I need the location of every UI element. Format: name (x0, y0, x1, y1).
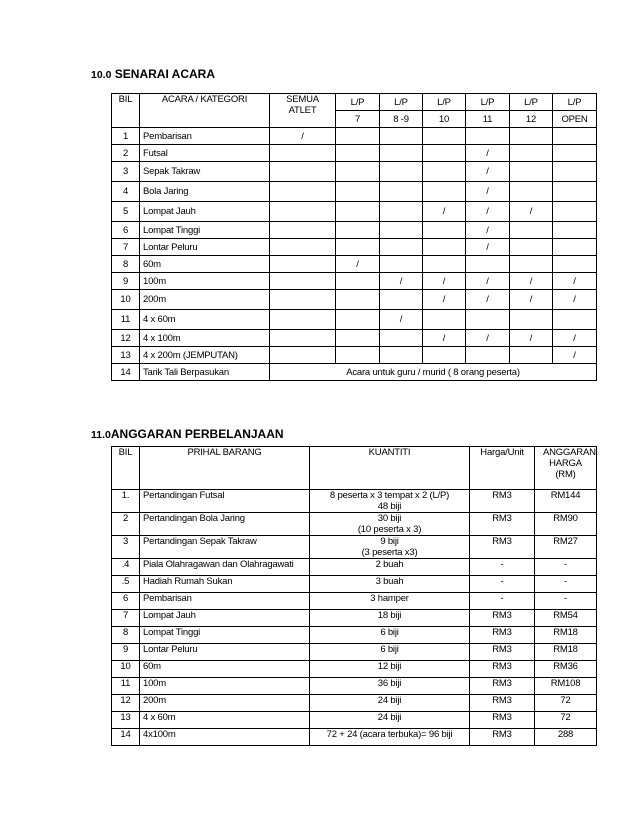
row-bil: 9 (112, 644, 140, 661)
table-row (112, 490, 597, 513)
row-bil: 9 (112, 273, 140, 290)
row-kuantiti (310, 513, 470, 536)
row-mark (270, 162, 336, 182)
section-10-number: 10.0 (91, 69, 112, 81)
header-bil: BIL (112, 447, 140, 490)
table-row (112, 576, 597, 593)
table-row (112, 610, 597, 627)
row-mark (380, 202, 423, 222)
row-mark: / (553, 273, 597, 290)
row-mark: / (423, 273, 466, 290)
row-kuantiti (310, 576, 470, 593)
row-mark (270, 182, 336, 202)
table-row (112, 162, 597, 182)
row-bil: 1 (112, 128, 140, 145)
table-row (112, 128, 597, 145)
row-mark (466, 128, 510, 145)
row-mark: / (466, 330, 510, 347)
header-kuantiti: KUANTITI (310, 447, 470, 490)
row-mark: / (510, 330, 553, 347)
row-mark (510, 145, 553, 162)
row-mark (423, 145, 466, 162)
row-mark (336, 290, 380, 310)
header-cat-bottom: 7 (336, 111, 380, 128)
row-harga: RM3 (470, 490, 535, 513)
row-mark (553, 145, 597, 162)
row-mark (553, 256, 597, 273)
row-bil: 2 (112, 145, 140, 162)
row-acara: 100m (140, 273, 270, 290)
header-cat-bottom: OPEN (553, 111, 597, 128)
header-harga: Harga/Unit (470, 447, 535, 490)
row-anggaran: RM90 (535, 513, 597, 536)
kuantiti-line: 6 biji (380, 627, 399, 638)
row-bil: 8 (112, 256, 140, 273)
row-prihal: Pertandingan Bola Jaring (140, 513, 310, 536)
row-mark (380, 330, 423, 347)
row-mark: / (553, 347, 597, 364)
row-mark (423, 347, 466, 364)
kuantiti-line: (3 peserta x3) (361, 547, 418, 558)
row-mark (423, 182, 466, 202)
table-row (112, 202, 597, 222)
row-mark (270, 256, 336, 273)
row-mark (423, 239, 466, 256)
row-mark (553, 239, 597, 256)
row-mark: / (380, 273, 423, 290)
table-row (112, 695, 597, 712)
row-mark (423, 310, 466, 330)
header-semua-atlet: SEMUA ATLET (270, 94, 336, 128)
row-kuantiti (310, 712, 470, 729)
kuantiti-line: 6 biji (380, 644, 399, 655)
row-bil: 2 (112, 513, 140, 536)
row-mark (510, 182, 553, 202)
row-mark: / (423, 290, 466, 310)
row-mark (510, 239, 553, 256)
row-mark (380, 347, 423, 364)
row-mark: / (466, 202, 510, 222)
row-prihal: Lompat Tinggi (140, 627, 310, 644)
row-mark (510, 256, 553, 273)
header-cat-top: L/P (336, 94, 380, 111)
row-mark (553, 162, 597, 182)
row-mark: / (510, 202, 553, 222)
row-kuantiti (310, 536, 470, 559)
row-kuantiti (310, 678, 470, 695)
row-prihal: Pembarisan (140, 593, 310, 610)
row-harga: RM3 (470, 627, 535, 644)
row-prihal: 200m (140, 695, 310, 712)
row-bil: 8 (112, 627, 140, 644)
header-bil: BIL (112, 94, 140, 128)
kuantiti-line: 30 biji (377, 513, 402, 524)
section-10-title: SENARAI ACARA (114, 67, 216, 81)
row-kuantiti (310, 661, 470, 678)
kuantiti-line: 9 biji (380, 536, 399, 547)
row-prihal: Piala Olahragawan dan Olahragawati (140, 559, 310, 576)
header-cat-top: L/P (553, 94, 597, 111)
row-mark: / (466, 222, 510, 239)
row-mark (380, 182, 423, 202)
row-kuantiti (310, 627, 470, 644)
row-mark (270, 202, 336, 222)
table-row (112, 644, 597, 661)
header-cat-top: L/P (466, 94, 510, 111)
row-prihal: Lontar Peluru (140, 644, 310, 661)
row-mark (380, 162, 423, 182)
row-mark: / (466, 162, 510, 182)
row-mark (380, 145, 423, 162)
row-mark (510, 310, 553, 330)
row-acara: 4 x 200m (JEMPUTAN) (140, 347, 270, 364)
row-prihal: 4 x 60m (140, 712, 310, 729)
row-mark (270, 330, 336, 347)
row-mark (466, 256, 510, 273)
table-row (112, 273, 597, 290)
row-mark (466, 347, 510, 364)
row-harga: RM3 (470, 678, 535, 695)
row-kuantiti (310, 490, 470, 513)
row-prihal: 4x100m (140, 729, 310, 746)
row-mark: / (510, 273, 553, 290)
row-mark (423, 162, 466, 182)
row-acara: Futsal (140, 145, 270, 162)
header-cat-bottom: 12 (510, 111, 553, 128)
row-mark (553, 182, 597, 202)
row-kuantiti (310, 610, 470, 627)
row-harga: RM3 (470, 536, 535, 559)
kuantiti-line: (10 peserta x 3) (357, 524, 422, 535)
row-mark (270, 273, 336, 290)
kuantiti-line: 36 biji (377, 678, 402, 689)
row-harga: - (470, 593, 535, 610)
row-bil: 5 (112, 202, 140, 222)
row-anggaran: - (535, 593, 597, 610)
row-bil: 10 (112, 290, 140, 310)
row-anggaran: RM144 (535, 490, 597, 513)
row-bil: 7 (112, 610, 140, 627)
kuantiti-line: 18 biji (377, 610, 402, 621)
row-mark (336, 273, 380, 290)
row-mark (423, 222, 466, 239)
row-acara: Lompat Jauh (140, 202, 270, 222)
row-bil: 1. (112, 490, 140, 513)
kuantiti-line: 72 + 24 (acara terbuka)= 96 biji (326, 729, 453, 740)
row-mark (336, 330, 380, 347)
row-bil: 6 (112, 222, 140, 239)
row-mark (553, 222, 597, 239)
row-anggaran: 72 (535, 712, 597, 729)
table-row (112, 513, 597, 536)
row-acara: Pembarisan (140, 128, 270, 145)
row-note: Acara untuk guru / murid ( 8 orang peserta) (270, 364, 597, 381)
row-mark (466, 310, 510, 330)
row-bil: 14 (112, 729, 140, 746)
row-mark (423, 128, 466, 145)
table-row (112, 330, 597, 347)
kuantiti-line: 8 peserta x 3 tempat x 2 (L/P) (329, 490, 450, 501)
row-bil: 10 (112, 661, 140, 678)
row-bil: 3 (112, 162, 140, 182)
row-anggaran: RM18 (535, 644, 597, 661)
header-prihal: PRIHAL BARANG (140, 447, 310, 490)
row-mark (380, 128, 423, 145)
kuantiti-line: 12 biji (377, 661, 402, 672)
row-mark (510, 347, 553, 364)
table-row (112, 239, 597, 256)
row-anggaran: - (535, 576, 597, 593)
row-mark: / (423, 202, 466, 222)
row-prihal: 100m (140, 678, 310, 695)
row-bil: 11 (112, 678, 140, 695)
row-anggaran: RM27 (535, 536, 597, 559)
row-bil: 4 (112, 182, 140, 202)
row-mark (336, 128, 380, 145)
table-row (112, 256, 597, 273)
row-mark (553, 310, 597, 330)
row-acara: Lontar Peluru (140, 239, 270, 256)
budget-table (111, 446, 597, 746)
row-acara: Tarik Tali Berpasukan (140, 364, 270, 381)
row-mark: / (466, 290, 510, 310)
section-11-heading (91, 427, 284, 441)
row-harga: RM3 (470, 644, 535, 661)
row-mark (270, 222, 336, 239)
table-row (112, 222, 597, 239)
table-row (112, 593, 597, 610)
row-mark (270, 347, 336, 364)
row-mark (380, 222, 423, 239)
header-cat-top: L/P (510, 94, 553, 111)
header-cat-bottom: 8 -9 (380, 111, 423, 128)
table-row (112, 182, 597, 202)
row-mark (270, 290, 336, 310)
kuantiti-line: 3 buah (375, 576, 404, 587)
row-harga: - (470, 576, 535, 593)
section-10-heading (91, 67, 215, 81)
row-mark: / (380, 310, 423, 330)
row-harga: RM3 (470, 661, 535, 678)
row-mark (336, 145, 380, 162)
row-prihal: Hadiah Rumah Sukan (140, 576, 310, 593)
row-mark (336, 182, 380, 202)
row-anggaran: - (535, 559, 597, 576)
row-harga: RM3 (470, 610, 535, 627)
table-row (112, 678, 597, 695)
table-row (112, 712, 597, 729)
row-anggaran: 288 (535, 729, 597, 746)
row-acara: Sepak Takraw (140, 162, 270, 182)
row-mark (380, 290, 423, 310)
row-anggaran: 72 (535, 695, 597, 712)
row-bil: .5 (112, 576, 140, 593)
row-mark (336, 222, 380, 239)
row-anggaran: RM18 (535, 627, 597, 644)
row-mark: / (510, 290, 553, 310)
row-mark (553, 128, 597, 145)
row-mark (336, 162, 380, 182)
header-cat-bottom: 11 (466, 111, 510, 128)
table-row (112, 347, 597, 364)
row-acara: 4 x 100m (140, 330, 270, 347)
kuantiti-line: 48 biji (377, 501, 402, 512)
row-anggaran: RM108 (535, 678, 597, 695)
row-acara: 4 x 60m (140, 310, 270, 330)
row-mark (553, 202, 597, 222)
row-anggaran: RM36 (535, 661, 597, 678)
row-bil: 13 (112, 712, 140, 729)
row-mark (380, 239, 423, 256)
table-row (112, 627, 597, 644)
kuantiti-line: 3 hamper (370, 593, 409, 604)
row-acara: 200m (140, 290, 270, 310)
header-acara: ACARA / KATEGORI (140, 94, 270, 128)
row-bil: 7 (112, 239, 140, 256)
row-mark (380, 256, 423, 273)
row-harga: RM3 (470, 712, 535, 729)
header-cat-bottom: 10 (423, 111, 466, 128)
row-mark (510, 128, 553, 145)
row-harga: RM3 (470, 695, 535, 712)
row-mark (270, 145, 336, 162)
row-acara: Bola Jaring (140, 182, 270, 202)
row-acara: Lompat Tinggi (140, 222, 270, 239)
row-mark (270, 310, 336, 330)
row-prihal: Pertandingan Sepak Takraw (140, 536, 310, 559)
row-mark: / (423, 330, 466, 347)
row-bil: 13 (112, 347, 140, 364)
row-mark: / (336, 256, 380, 273)
row-mark: / (553, 290, 597, 310)
row-mark: / (466, 182, 510, 202)
row-bil: 12 (112, 695, 140, 712)
event-list-table (111, 93, 597, 381)
row-bil: 6 (112, 593, 140, 610)
row-mark: / (553, 330, 597, 347)
row-harga: RM3 (470, 729, 535, 746)
kuantiti-line: 2 buah (375, 559, 404, 570)
row-mark: / (466, 239, 510, 256)
section-11-number: 11.0 (91, 429, 111, 441)
row-kuantiti (310, 644, 470, 661)
row-kuantiti (310, 593, 470, 610)
table-row (112, 559, 597, 576)
row-prihal: Lompat Jauh (140, 610, 310, 627)
row-kuantiti (310, 729, 470, 746)
table-row (112, 729, 597, 746)
row-bil: .4 (112, 559, 140, 576)
row-mark: / (466, 145, 510, 162)
section-11-title: ANGGARAN PERBELANJAAN (110, 427, 284, 441)
row-prihal: Pertandingan Futsal (140, 490, 310, 513)
row-mark (510, 162, 553, 182)
row-mark (336, 310, 380, 330)
header-anggaran: ANGGARAN HARGA (RM) (535, 447, 597, 490)
row-mark (510, 222, 553, 239)
row-harga: RM3 (470, 513, 535, 536)
header-cat-top: L/P (423, 94, 466, 111)
kuantiti-line: 24 biji (377, 695, 402, 706)
row-mark: / (270, 128, 336, 145)
table-row (112, 364, 597, 381)
header-cat-top: L/P (380, 94, 423, 111)
table-row (112, 290, 597, 310)
row-kuantiti (310, 559, 470, 576)
row-mark: / (466, 273, 510, 290)
row-mark (336, 202, 380, 222)
row-mark (336, 239, 380, 256)
table-row (112, 310, 597, 330)
table-row (112, 536, 597, 559)
row-bil: 3 (112, 536, 140, 559)
kuantiti-line: 24 biji (377, 712, 402, 723)
row-prihal: 60m (140, 661, 310, 678)
table-row (112, 661, 597, 678)
table-row (112, 145, 597, 162)
row-bil: 12 (112, 330, 140, 347)
row-bil: 14 (112, 364, 140, 381)
row-mark (423, 256, 466, 273)
row-mark (270, 239, 336, 256)
row-acara: 60m (140, 256, 270, 273)
row-mark (336, 347, 380, 364)
row-anggaran: RM54 (535, 610, 597, 627)
row-kuantiti (310, 695, 470, 712)
row-bil: 11 (112, 310, 140, 330)
row-harga: - (470, 559, 535, 576)
